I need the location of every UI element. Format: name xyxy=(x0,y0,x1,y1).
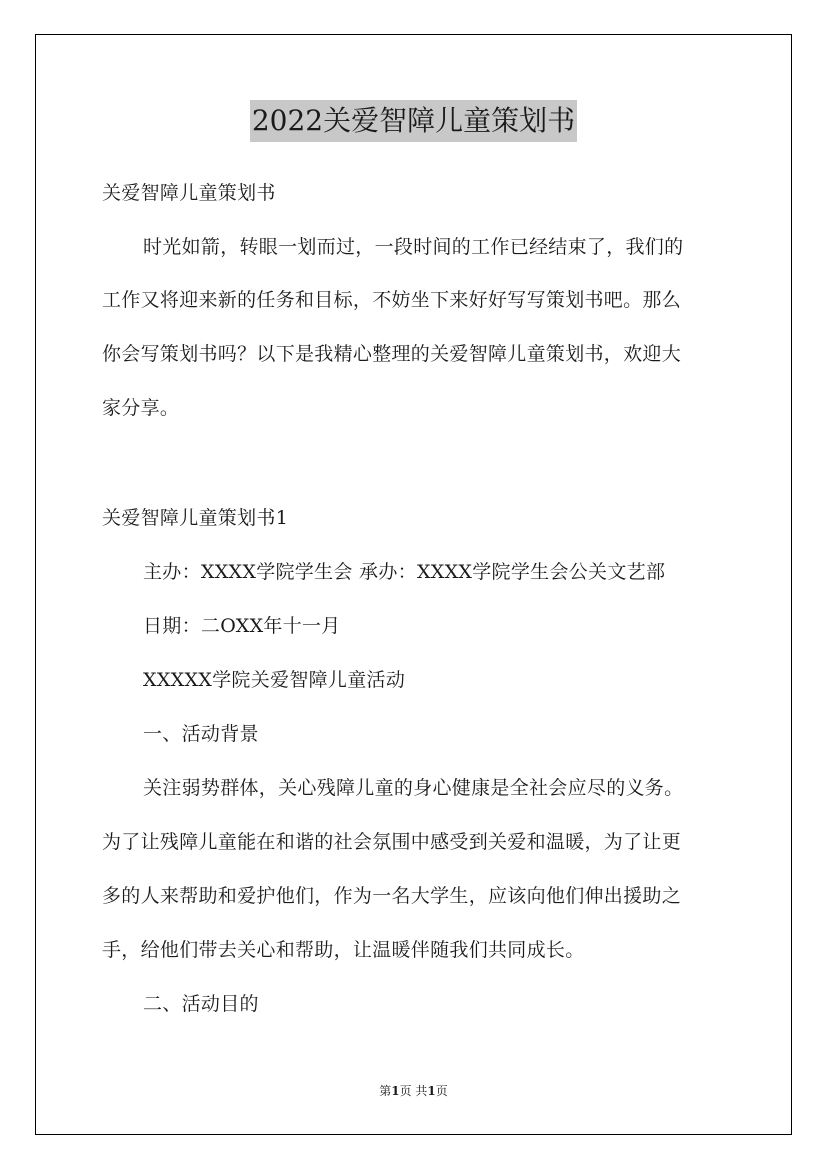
section-heading: 关爱智障儿童策划书1 xyxy=(102,507,289,529)
intro-line-2: 工作又将迎来新的任务和目标，不妨坐下来好好写写策划书吧。那么 xyxy=(102,289,682,311)
page-footer xyxy=(0,1083,827,1099)
title-container xyxy=(0,100,827,142)
background-line-3: 多的人来帮助和爱护他们，作为一名大学生，应该向他们伸出援助之 xyxy=(102,885,682,907)
footer-total-pages: 1 xyxy=(427,1084,436,1098)
activity-name: XXXXX学院关爱智障儿童活动 xyxy=(143,669,406,691)
background-line-1: 关注弱势群体，关心残障儿童的身心健康是全社会应尽的义务。 xyxy=(143,777,684,799)
purpose-heading: 二、活动目的 xyxy=(143,993,259,1015)
intro-line-1: 时光如箭，转眼一划而过，一段时间的工作已经结束了，我们的 xyxy=(143,236,684,258)
document-title: 2022关爱智障儿童策划书 xyxy=(250,100,577,142)
background-heading: 一、活动背景 xyxy=(143,723,259,745)
intro-line-3: 你会写策划书吗？以下是我精心整理的关爱智障儿童策划书，欢迎大 xyxy=(102,343,682,365)
document-subtitle: 关爱智障儿童策划书 xyxy=(102,182,276,204)
background-line-4: 手，给他们带去关心和帮助，让温暖伴随我们共同成长。 xyxy=(102,939,585,961)
footer-prefix: 第 xyxy=(379,1084,392,1098)
footer-middle: 页 共 xyxy=(399,1084,428,1098)
footer-current-page: 1 xyxy=(391,1084,400,1098)
date-line: 日期：二OXX年十一月 xyxy=(143,615,341,637)
intro-line-4: 家分享。 xyxy=(102,397,180,419)
background-line-2: 为了让残障儿童能在和谐的社会氛围中感受到关爱和温暖，为了让更 xyxy=(102,831,682,853)
footer-suffix: 页 xyxy=(435,1084,448,1098)
organizer-line: 主办：XXXX学院学生会 承办：XXXX学院学生会公关文艺部 xyxy=(143,561,666,583)
